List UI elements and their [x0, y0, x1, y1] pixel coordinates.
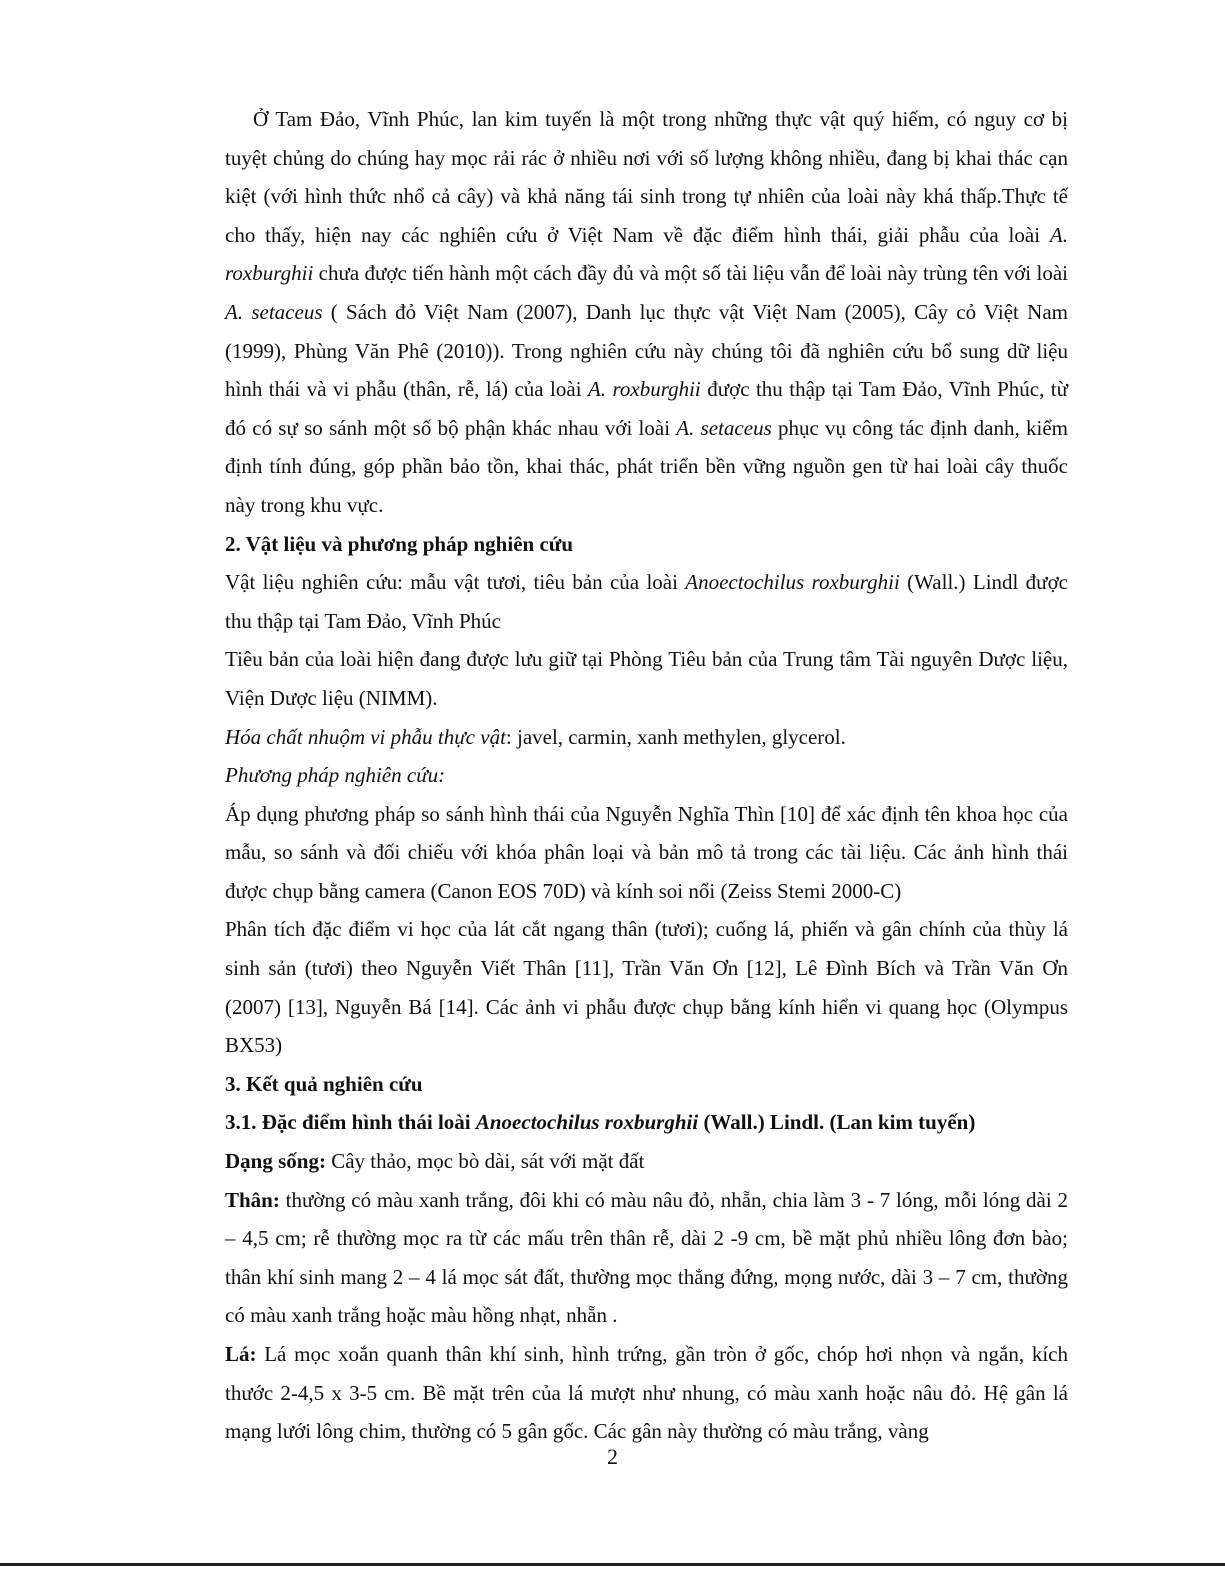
- page-number: 2: [607, 1444, 618, 1469]
- species-name: A. roxburghii: [587, 377, 701, 402]
- chemicals-paragraph: Hóa chất nhuộm vi phẫu thực vật: javel, carmin, xanh methylen, glycerol.: [225, 724, 846, 749]
- method-paragraph-anatomy: Phân tích đặc điểm vi học của lát cắt ngang thân (tươi); cuống lá, phiến và gân chính của thùy lá sinh sản (tươi) theo Nguyễn Viết Thân [11], Trần Văn Ơn [12], Lê Đình Bích và Trần Văn Ơn (2007) [13], Nguyễn Bá [14]. Các ảnh vi phẫu được chụp bằng kính hiển vi quang học (Olympus BX53): [225, 917, 1068, 1058]
- material-paragraph: Vật liệu nghiên cứu: mẫu vật tươi, tiêu bản của loài Anoectochilus roxburghii (Wall.) Lindl được thu thập tại Tam Đảo, Vĩnh Phúc: [225, 570, 1068, 633]
- life-form-label: Dạng sống:: [225, 1149, 326, 1174]
- stem-label: Thân:: [225, 1187, 280, 1212]
- methods-label: Phương pháp nghiên cứu:: [225, 763, 446, 788]
- stem-paragraph: Thân: thường có màu xanh trắng, đôi khi có màu nâu đỏ, nhẵn, chia làm 3 - 7 lóng, mỗi lóng dài 2 – 4,5 cm; rễ thường mọc ra từ các mấu trên thân rễ, dài 2 -9 cm, bề mặt phủ nhiều lông đơn bào; thân khí sinh mang 2 – 4 lá mọc sát đất, thường mọc thẳng đứng, mọng nước, dài 3 – 7 cm, thường có màu xanh trắng hoặc màu hồng nhạt, nhẵn .: [225, 1187, 1068, 1328]
- subsection-3-1-heading: 3.1. Đặc điểm hình thái loài Anoectochilus roxburghii (Wall.) Lindl. (Lan kim tuyến): [225, 1110, 976, 1135]
- leaf-label: Lá:: [225, 1342, 257, 1366]
- section-3-heading: 3. Kết quả nghiên cứu: [225, 1071, 423, 1096]
- document-body: [225, 100, 1068, 1451]
- species-name: A. setaceus: [225, 299, 323, 324]
- species-name: A. setaceus: [676, 415, 772, 440]
- page-bottom-divider: [0, 1563, 1225, 1566]
- intro-paragraph: Ở Tam Đảo, Vĩnh Phúc, lan kim tuyến là một trong những thực vật quý hiếm, có nguy cơ bị tuyệt chủng do chúng hay mọc rải rác ở nhiều nơi với số lượng không nhiều, đang bị khai thác cạn kiệt (với hình thức nhổ cả cây) và khả năng tái sinh trong tự nhiên của loài này khá thấp.Thực tế cho thấy, hiện nay các nghiên cứu ở Việt Nam về đặc điểm hình thái, giải phẫu của loài A. roxburghii chưa được tiến hành một cách đầy đủ và một số tài liệu vẫn để loài này trùng tên với loài A. setaceus ( Sách đỏ Việt Nam (2007), Danh lục thực vật Việt Nam (2005), Cây cỏ Việt Nam (1999), Phùng Văn Phê (2010)). Trong nghiên cứu này chúng tôi đã nghiên cứu bổ sung dữ liệu hình thái và vi phẫu (thân, rễ, lá) của loài A. roxburghii được thu thập tại Tam Đảo, Vĩnh Phúc, từ đó có sự so sánh một số bộ phận khác nhau với loài A. setaceus phục vụ công tác định danh, kiểm định tính đúng, góp phần bảo tồn, khai thác, phát triển bền vững nguồn gen từ hai loài cây thuốc này trong khu vực.: [225, 107, 1068, 517]
- life-form-paragraph: Dạng sống: Cây thảo, mọc bò dài, sát với mặt đất: [225, 1149, 645, 1174]
- section-2-heading: 2. Vật liệu và phương pháp nghiên cứu: [225, 531, 574, 556]
- chemicals-label: Hóa chất nhuộm vi phẫu thực vật: [225, 724, 506, 749]
- method-paragraph-morphology: Áp dụng phương pháp so sánh hình thái của Nguyễn Nghĩa Thìn [10] để xác định tên khoa học của mẫu, so sánh và đối chiếu với khóa phân loại và bản mô tả trong các tài liệu. Các ảnh hình thái được chụp bằng camera (Canon EOS 70D) và kính soi nổi (Zeiss Stemi 2000-C): [225, 801, 1068, 903]
- specimen-paragraph: Tiêu bản của loài hiện đang được lưu giữ tại Phòng Tiêu bản của Trung tâm Tài nguyên Dược liệu, Viện Dược liệu (NIMM).: [225, 647, 1068, 710]
- species-name: Anoectochilus roxburghii: [685, 570, 900, 595]
- species-name: Anoectochilus roxburghii: [475, 1110, 699, 1135]
- leaf-paragraph: Lá: Lá mọc xoắn quanh thân khí sinh, hình trứng, gần tròn ở gốc, chóp hơi nhọn và ngắn, kích thước 2-4,5 x 3-5 cm. Bề mặt trên của lá mượt như nhung, có màu xanh hoặc nâu đỏ. Hệ gân lá mạng lưới lông chim, thường có 5 gân gốc. Các gân này thường có màu trắng, vàng: [225, 1342, 1068, 1444]
- species-name: A. roxburghii: [225, 222, 1068, 286]
